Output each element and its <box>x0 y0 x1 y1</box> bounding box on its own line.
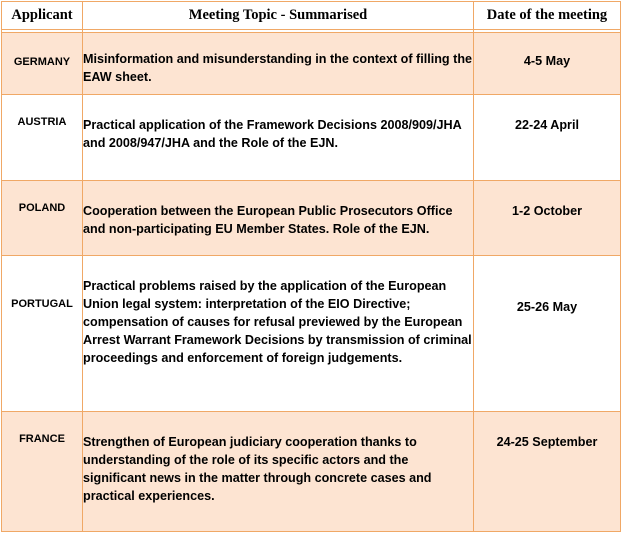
topic-cell <box>83 412 474 532</box>
header-applicant: Applicant <box>2 2 83 30</box>
header-row <box>2 2 621 30</box>
header-topic: Meeting Topic - Summarised <box>83 2 474 30</box>
topic-cell <box>83 33 474 95</box>
meetings-table <box>1 1 621 532</box>
date-cell <box>474 412 621 532</box>
date-cell <box>474 33 621 95</box>
date-text: 1-2 October <box>512 204 582 218</box>
topic-cell <box>83 181 474 256</box>
applicant-name: GERMANY <box>13 56 71 68</box>
topic-text: Practical problems raised by the application of the European Union legal system: interpretation of the EIO Directive; compensation of causes for refusal previewed by the European Arrest Warrant Framework Decisions by transmission of criminal proceedings and enforcement of foreign judgements. <box>83 279 472 365</box>
topic-cell <box>83 95 474 181</box>
table-row <box>2 181 621 256</box>
date-cell <box>474 256 621 412</box>
date-text: 24-25 September <box>496 435 598 449</box>
applicant-cell <box>2 95 83 181</box>
date-text: 25-26 May <box>516 300 578 314</box>
applicant-cell <box>2 256 83 412</box>
date-text: 22-24 April <box>515 118 579 132</box>
applicant-name: POLAND <box>18 202 66 214</box>
topic-text: Practical application of the Framework Decisions 2008/909/JHA and 2008/947/JHA and the Role of the EJN. <box>83 118 462 150</box>
applicant-name: FRANCE <box>19 433 65 445</box>
topic-text: Cooperation between the European Public Prosecutors Office and non-participating EU Member States. Role of the EJN. <box>83 204 453 236</box>
table-row <box>2 412 621 532</box>
applicant-name: AUSTRIA <box>17 116 67 128</box>
header-date: Date of the meeting <box>474 2 621 30</box>
topic-text: Strengthen of European judiciary cooperation thanks to understanding of the role of its specific actors and the significant news in the matter through concrete cases and practical experiences. <box>83 435 432 503</box>
applicant-cell <box>2 33 83 95</box>
date-text: 4-5 May <box>523 54 571 68</box>
table-row <box>2 256 621 412</box>
table-row <box>2 33 621 95</box>
date-cell <box>474 95 621 181</box>
topic-cell <box>83 256 474 412</box>
applicant-cell <box>2 412 83 532</box>
applicant-cell <box>2 181 83 256</box>
topic-text: Misinformation and misunderstanding in the context of filling the EAW sheet. <box>83 52 473 84</box>
applicant-name: PORTUGAL <box>11 298 73 310</box>
table-row <box>2 95 621 181</box>
date-cell <box>474 181 621 256</box>
